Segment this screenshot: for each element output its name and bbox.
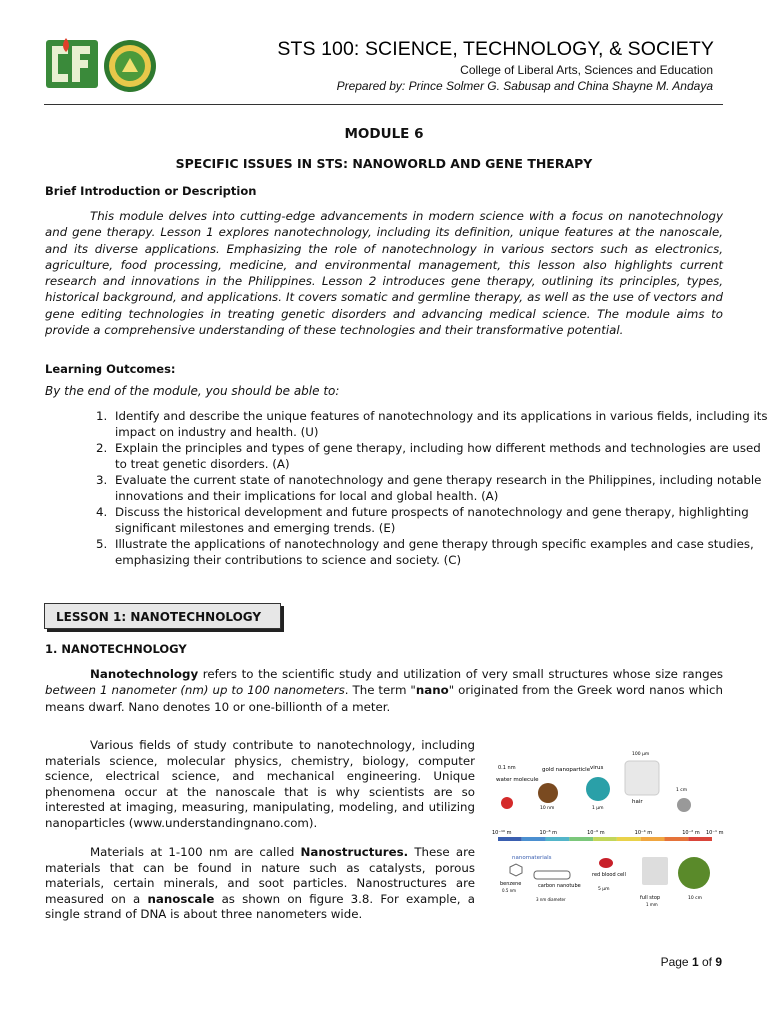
term-nanotechnology: Nanotechnology [90,667,199,681]
nanostructures-text-a: Materials at 1-100 nm are called [90,845,301,859]
fullstop-size-label: 1 mm [646,902,658,907]
virus-size-label: 1 μm [592,806,604,811]
scale-tick-label: 10⁻² m [682,830,700,836]
nanostructures-text-b: These are materials that can be found in nature such as catalysts, porous materials, certain minerals, and soot particles. Nanostructures are measured on a [45,845,475,906]
hair-label: hair [632,799,643,805]
nanoscale-figure [490,745,724,920]
scale-segment [569,837,593,841]
scale-segment [688,837,712,841]
gold-label: gold nanoparticle [542,767,591,773]
pin-icon [677,798,691,812]
red-blood-cell-icon [599,858,613,868]
water-size-label: 0.1 nm [498,765,516,771]
nanostructures-paragraph [45,845,475,923]
outcome-item: 1. Identify and describe the unique features of nanotechnology and its applications in various fields, including its impact on industry and health. (U) [111,408,771,440]
nanotech-definition [45,666,723,715]
outcome-item: 5. Illustrate the applications of nanotechnology and gene therapy through specific examples and case studies, emphasizing their contributions to science and society. (C) [111,536,771,568]
melon-size-label: 10 cm [688,896,703,901]
melon-icon [678,857,710,889]
gold-nanoparticle-icon [538,783,558,803]
module-subtitle: SPECIFIC ISSUES IN STS: NANOWORLD AND GENE THERAPY [175,156,593,171]
pin-size-label: 1 cm [676,788,688,793]
carbon-nanotube-icon [534,871,570,879]
scale-segment [617,837,641,841]
outcomes-lead: By the end of the module, you should be able to: [45,384,340,398]
prepared-by: Prepared by: Prince Solmer G. Sabusap and China Shayne M. Andaya [336,79,713,93]
lesson-label-box: LESSON 1: NANOTECHNOLOGY [44,603,281,629]
virus-label: virus [590,765,604,771]
college-logo [44,36,160,94]
scale-segment [664,837,688,841]
rbc-size-label: 5 μm [598,887,610,892]
definition-text-c: " originated from the Greek word nanos which means dwarf. Nano denotes 10 or one-billionth of a meter. [45,683,723,714]
outcome-item: 2. Explain the principles and types of gene therapy, including how different methods and technologies are used to treat genetic disorders. (A) [111,440,771,472]
scale-segment [498,837,522,841]
fullstop-label: full stop [640,895,661,901]
outcomes-heading: Learning Outcomes: [45,362,176,376]
course-title: STS 100: SCIENCE, TECHNOLOGY, & SOCIETY [277,38,714,60]
virus-icon [586,777,610,801]
nanostructures-text-c: as shown on figure 3.8. For example, a single strand of DNA is about three nanometers wide. [45,891,475,921]
outcome-item: 3. Evaluate the current state of nanotechnology and gene therapy research in the Philippines, including notable innovations and their implications for local and global health. (A) [111,472,771,504]
size-range: between 1 nanometer (nm) up to 100 nanometers [45,683,345,698]
page-mid: of [698,955,716,969]
page-current: 1 [691,955,699,969]
gold-size-label: 10 nm [540,806,555,811]
scale-segment [641,837,665,841]
outcome-item: 4. Discuss the historical development and future prospects of nanotechnology and gene therapy, highlighting significant milestones and emerging trends. (E) [111,504,771,536]
term-nanostructures: Nanostructures. [300,845,409,859]
scale-segment [522,837,546,841]
definition-text-b: . The term " [344,683,416,698]
carbon-label: carbon nanotube [538,883,581,889]
term-nano: nano [415,683,449,698]
nanomaterials-label: nanomaterials [512,855,552,861]
term-nanoscale: nanoscale [147,891,215,906]
page-number [661,955,722,969]
benzene-icon [510,864,522,876]
hair-size-label: 100 μm [632,752,650,757]
full-stop-icon [642,857,668,885]
scale-tick-label: 10⁻¹⁰ m [492,830,512,836]
page-prefix: Page [660,955,692,969]
hair-icon [625,761,659,795]
scale-tick-label: 10⁻⁶ m [587,830,605,836]
water-label: water molecule [496,777,539,783]
benzene-label: benzene [500,881,522,887]
fields-paragraph: Various fields of study contribute to nanotechnology, including materials science, molecular physics, chemistry, biology, computer science, electrical science, and mechanical engineering. Unique phenomena occur at the nanoscale that is why scientists are so interested at imaging, measuring, manipulating, modeling, and utilizing nanoparticles (www.understandingnano.com). [45,738,475,830]
water-molecule-icon [501,797,513,809]
definition-text-a: refers to the scientific study and utilization of very small structures whose size ranges [198,667,723,681]
page-total: 9 [715,955,722,969]
intro-heading: Brief Introduction or Description [45,184,257,198]
college-name: College of Liberal Arts, Sciences and Education [460,63,713,77]
scale-segment [546,837,570,841]
scale-tick-label: 10⁻¹ m [706,830,724,836]
rbc-label: red blood cell [592,872,626,878]
scale-tick-label: 10⁻⁸ m [539,830,558,836]
scale-bar [492,830,724,841]
intro-paragraph: This module delves into cutting-edge advancements in modern science with a focus on nanotechnology and gene therapy. Lesson 1 explores nanotechnology, including its definition, unique features at the nanoscale, and its diverse applications. Emphasizing the role of nanotechnology in various sectors such as electronics, agriculture, food processing, medicine, and environmental management, this lesson also highlights current research and innovations in the Philippines. Lesson 2 introduces gene therapy, outlining its principles, types, historical background, and applications. It covers somatic and germline therapy, as well as the use of vectors and gene editing technologies in treating genetic disorders and advancing medical science. The module aims to provide a comprehensive understanding of these technologies and their transformative potential. [45,209,723,338]
carbon-size-label: 3 nm diameter [536,897,566,902]
scale-tick-label: 10⁻⁴ m [634,830,653,836]
outcomes-list [66,408,771,568]
benzene-size-label: 0.5 nm [502,888,517,893]
module-title: MODULE 6 [344,126,424,142]
section-heading: 1. NANOTECHNOLOGY [45,642,187,656]
header-divider [44,104,723,105]
scale-segment [593,837,617,841]
